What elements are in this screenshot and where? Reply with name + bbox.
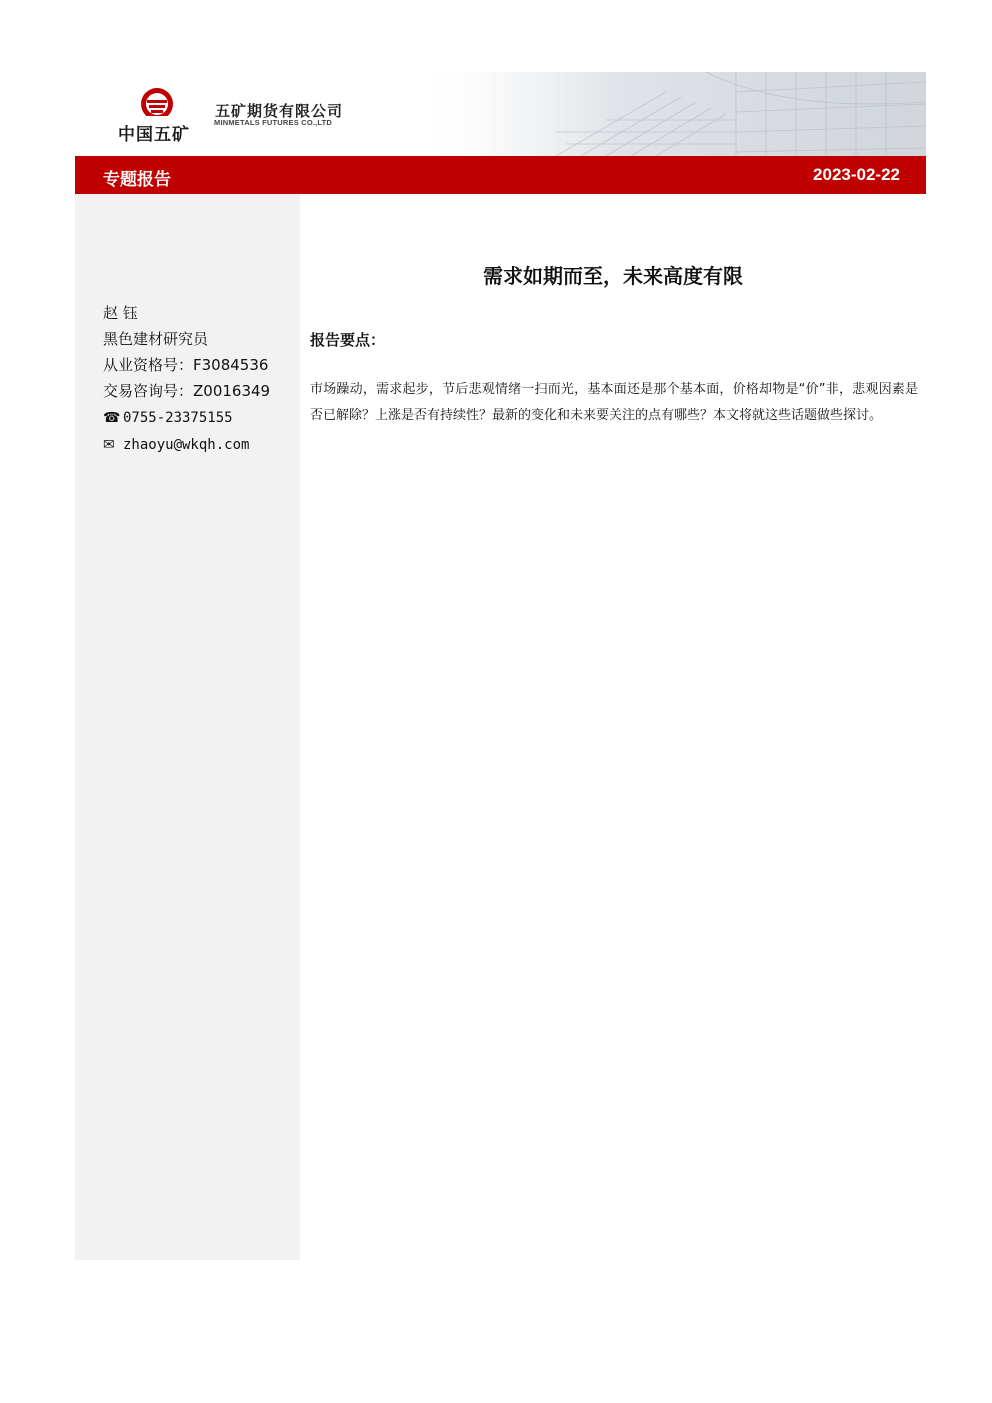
- section-title: 报告要点：: [310, 331, 386, 349]
- minmetals-logo-icon: [135, 86, 179, 122]
- author-consulting-number: 交易咨询号：Z0016349: [103, 382, 271, 400]
- logo-text: 中国五矿: [118, 125, 190, 145]
- author-sidebar: [75, 194, 300, 1260]
- author-name: 赵 钰: [103, 304, 138, 322]
- page-header: [75, 72, 926, 156]
- report-date: 2023-02-22: [813, 165, 900, 184]
- report-title: 需求如期而至，未来高度有限: [483, 264, 743, 288]
- company-name-cn: 五矿期货有限公司: [215, 102, 344, 120]
- phone-icon: ☎: [103, 410, 121, 426]
- author-qualification: 从业资格号：F3084536: [103, 356, 269, 374]
- author-info: [103, 300, 270, 458]
- phone-number: 0755-23375155: [123, 410, 233, 426]
- envelope-icon: ✉: [103, 437, 115, 453]
- report-summary: 市场躁动，需求起步，节后悲观情绪一扫而光，基本面还是那个基本面，价格却物是“价”非，悲观因素是否已解除？上涨是否有持续性？最新的变化和未来要关注的点有哪些？本文将就这些话题做些探讨。: [310, 382, 918, 423]
- building-background-image: [406, 72, 926, 156]
- company-name-en: MINMETALS FUTURES CO.,LTD: [214, 118, 333, 127]
- report-banner: [75, 156, 926, 194]
- email-address: zhaoyu@wkqh.com: [123, 437, 250, 453]
- author-phone: [103, 404, 270, 431]
- author-email: [103, 431, 270, 458]
- report-type: 专题报告: [103, 170, 171, 190]
- author-title: 黑色建材研究员: [103, 330, 209, 348]
